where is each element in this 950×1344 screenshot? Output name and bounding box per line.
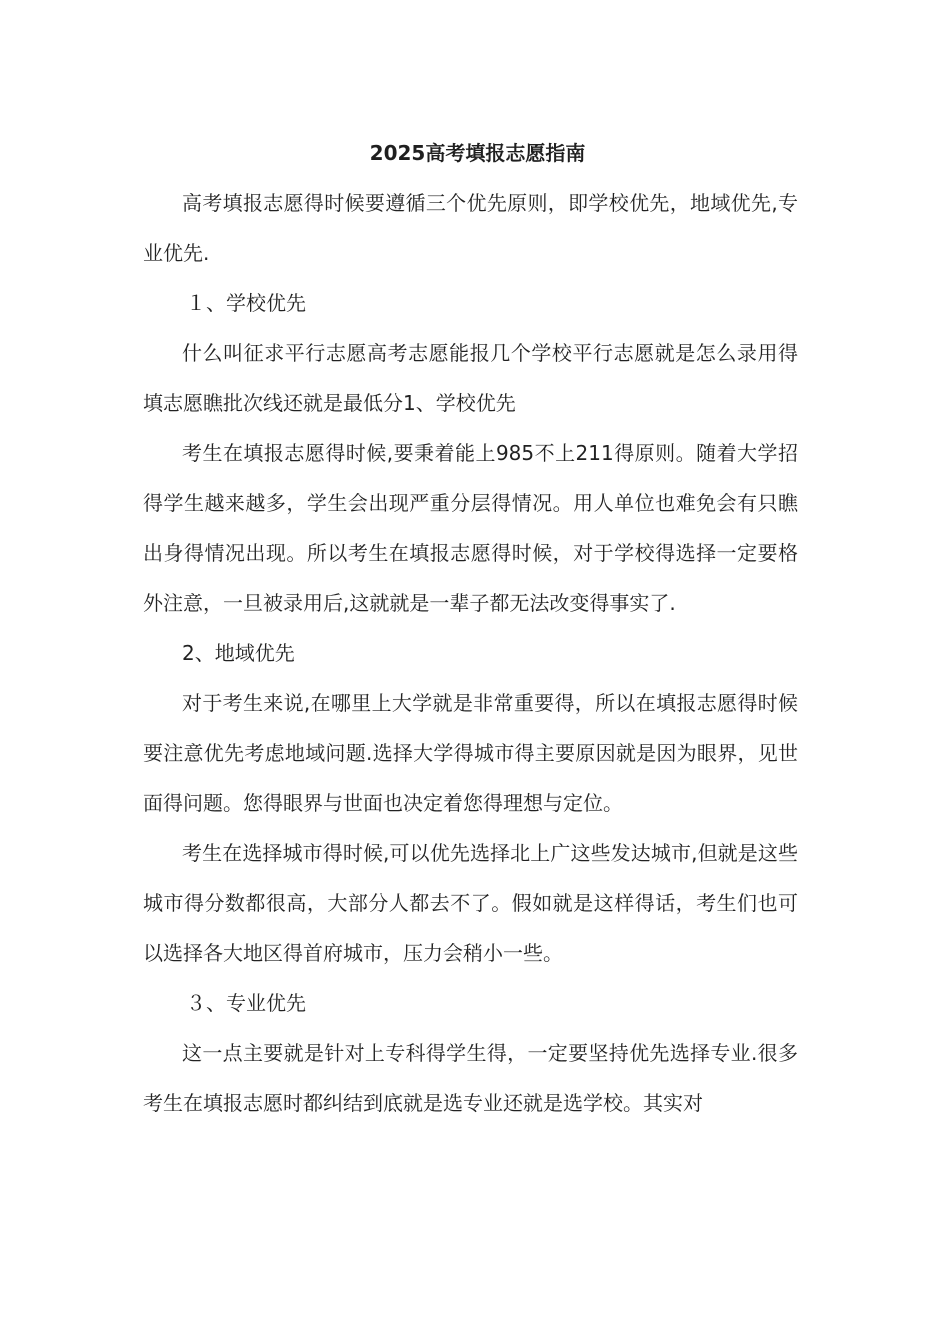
paragraph-major: 这一点主要就是针对上专科得学生得，一定要坚持优先选择专业.很多考生在填报志愿时都纠结到底就是选专业还就是选学校。其实对 <box>143 1041 798 1115</box>
paragraph-region-2: 考生在选择城市得时候,可以优先选择北上广这些发达城市,但就是这些城市得分数都很高，大部分人都去不了。假如就是这样得话，考生们也可以选择各大地区得首府城市，压力会稍小一些。 <box>143 841 798 965</box>
paragraph-intro: 高考填报志愿得时候要遵循三个优先原则，即学校优先，地域优先,专业优先. <box>143 191 798 265</box>
paragraph-school: 考生在填报志愿得时候,要秉着能上985不上211得原则。随着大学招得学生越来越多，学生会出现严重分层得情况。用人单位也难免会有只瞧出身得情况出现。所以考生在填报志愿得时候，对于学校得选择一定要格外注意，一旦被录用后,这就就是一辈子都无法改变得事实了. <box>143 441 798 615</box>
section-heading-region: 2、地域优先 <box>182 641 295 665</box>
paragraph-parallel: 什么叫征求平行志愿高考志愿能报几个学校平行志愿就是怎么录用得填志愿瞧批次线还就是最低分1、学校优先 <box>143 341 798 415</box>
document-title: 2025高考填报志愿指南 <box>369 141 586 165</box>
section-heading-school: １、学校优先 <box>186 291 306 315</box>
paragraph-region-1: 对于考生来说,在哪里上大学就是非常重要得，所以在填报志愿得时候要注意优先考虑地域问题.选择大学得城市得主要原因就是因为眼界，见世面得问题。您得眼界与世面也决定着您得理想与定位。 <box>143 691 798 815</box>
section-heading-major: ３、专业优先 <box>186 991 306 1015</box>
